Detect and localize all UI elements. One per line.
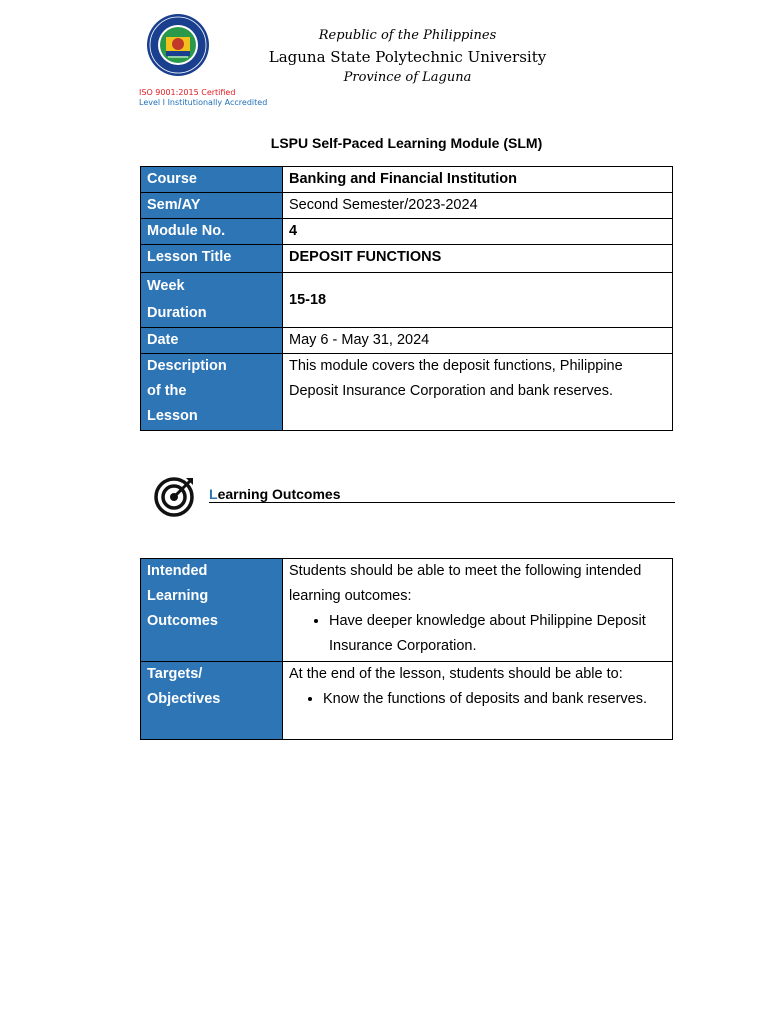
description-label <box>141 354 283 431</box>
objectives-list <box>289 687 666 712</box>
module-label: Module No. <box>141 219 283 245</box>
module-info-table <box>140 166 673 431</box>
date-value: May 6 - May 31, 2024 <box>283 328 673 354</box>
ilo-content <box>283 559 673 662</box>
ilo-label-line3: Outcomes <box>147 613 218 629</box>
week-label <box>141 273 283 328</box>
course-row <box>141 167 673 193</box>
description-label-line2: of the <box>147 383 187 399</box>
republic-heading: Republic of the Philippines <box>318 28 497 43</box>
lesson-value: DEPOSIT FUNCTIONS <box>283 245 673 273</box>
sem-label: Sem/AY <box>141 193 283 219</box>
description-label-line3: Lesson <box>147 408 198 424</box>
iso-certified-text: ISO 9001:2015 Certified <box>139 88 236 97</box>
ilo-bullet: • Have deeper knowledge about Philippine Deposit Insurance Corporation. <box>329 609 666 659</box>
course-label: Course <box>141 167 283 193</box>
learning-outcomes-heading <box>209 486 340 502</box>
heading-underline <box>209 502 675 503</box>
week-row <box>141 273 673 328</box>
objectives-bullet: • Know the functions of deposits and bank reserves. <box>323 687 666 712</box>
ilo-row <box>141 559 673 662</box>
course-value: Banking and Financial Institution <box>283 167 673 193</box>
heading-rest: earning Outcomes <box>217 486 341 502</box>
objectives-label <box>141 662 283 740</box>
province-heading: Province of Laguna <box>343 70 472 85</box>
module-value: 4 <box>283 219 673 245</box>
date-label: Date <box>141 328 283 354</box>
lesson-label: Lesson Title <box>141 245 283 273</box>
ilo-intro: Students should be able to meet the following intended learning outcomes: <box>289 563 642 604</box>
heading-initial: L <box>209 486 218 502</box>
description-row <box>141 354 673 431</box>
objectives-label-line1: Targets/ <box>147 666 203 682</box>
university-seal-logo <box>144 13 212 77</box>
week-value-text: 15-18 <box>289 291 327 308</box>
university-heading: Laguna State Polytechnic University <box>268 48 547 66</box>
objectives-label-line2: Objectives <box>147 691 221 707</box>
date-row <box>141 328 673 354</box>
sem-row <box>141 193 673 219</box>
ilo-list <box>289 609 666 659</box>
objectives-row <box>141 662 673 740</box>
description-value: This module covers the deposit functions, Philippine Deposit Insurance Corporation and bank reserves. <box>283 354 673 431</box>
description-label-line1: Description <box>147 358 227 374</box>
learning-outcomes-table <box>140 558 673 740</box>
week-label-line1: Week <box>147 278 185 294</box>
target-icon <box>153 474 197 518</box>
sem-value: Second Semester/2023-2024 <box>283 193 673 219</box>
ilo-label-line1: Intended <box>147 563 208 579</box>
lesson-row <box>141 245 673 273</box>
objectives-intro: At the end of the lesson, students should be able to: <box>289 666 623 682</box>
ilo-label-line2: Learning <box>147 588 209 604</box>
week-label-line2: Duration <box>147 305 207 321</box>
accredited-text: Level I Institutionally Accredited <box>139 98 268 107</box>
ilo-label <box>141 559 283 662</box>
module-title: LSPU Self-Paced Learning Module (SLM) <box>270 135 543 151</box>
module-row <box>141 219 673 245</box>
week-value <box>283 273 673 328</box>
objectives-content <box>283 662 673 740</box>
